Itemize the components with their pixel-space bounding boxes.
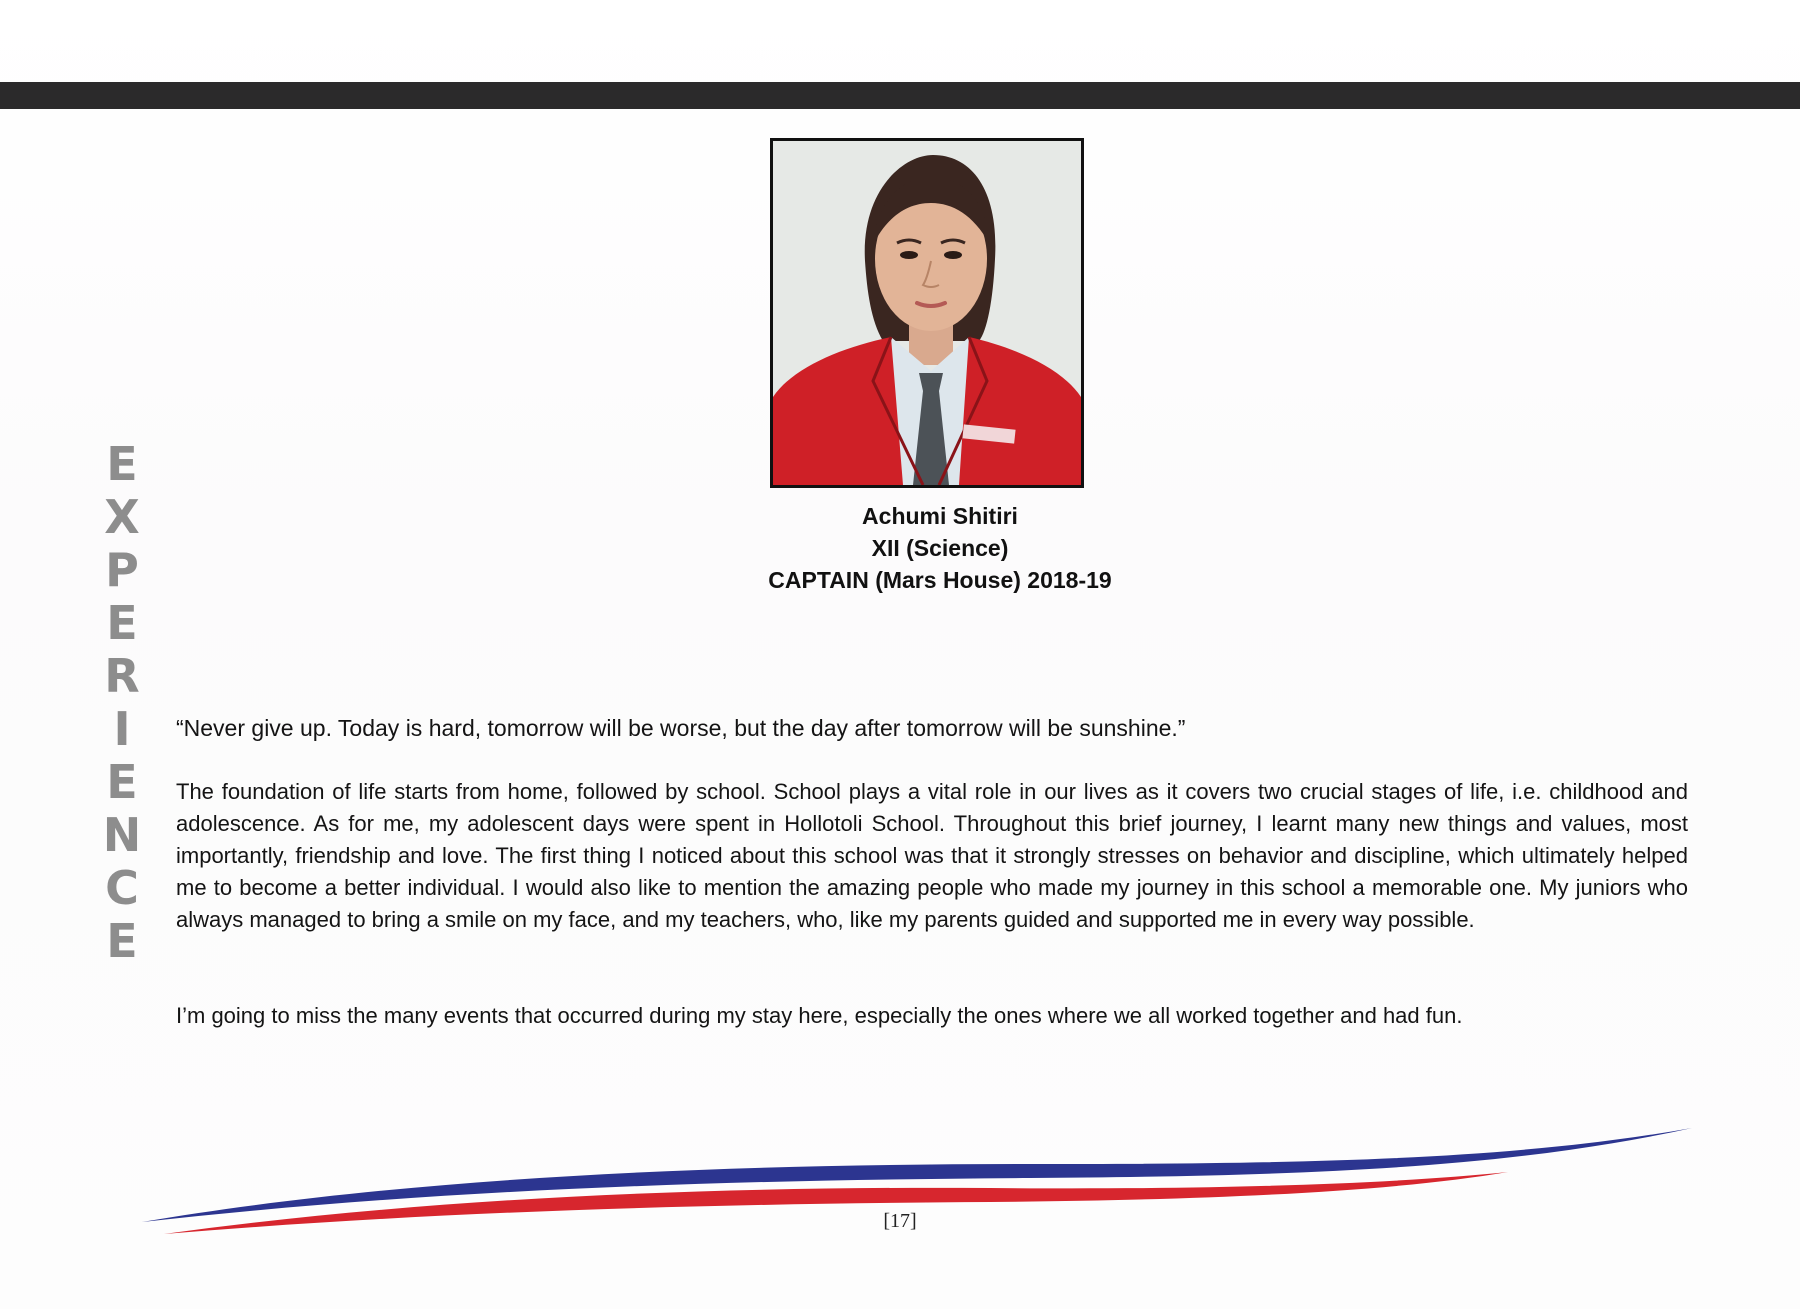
- side-title-letter: N: [102, 808, 142, 862]
- student-class: XII (Science): [871, 535, 1009, 561]
- top-header-bar: [0, 82, 1800, 109]
- side-title-experience: [100, 438, 144, 968]
- portrait-illustration: [773, 141, 1081, 485]
- side-title-letter: I: [113, 702, 131, 756]
- side-title-letter: E: [106, 755, 138, 809]
- body-paragraph-2: I’m going to miss the many events that occurred during my stay here, especially the ones where we all worked together and had fun.: [176, 1003, 1463, 1028]
- side-title-letter: C: [105, 861, 139, 915]
- opening-quote: “Never give up. Today is hard, tomorrow will be worse, but the day after tomorrow will be sunshine.”: [176, 715, 1186, 741]
- swoosh-blue-stroke: [142, 1128, 1692, 1222]
- side-title-letter: E: [106, 437, 138, 491]
- side-title-letter: E: [106, 914, 138, 968]
- page-number: [17]: [883, 1210, 917, 1232]
- swoosh-red-stroke: [164, 1172, 1508, 1234]
- body-paragraph-1: The foundation of life starts from home, followed by school. School plays a vital role in our lives as it covers two crucial stages of life, i.e. childhood and adolescence. As for me, my adolescent days were spent in Hollotoli School. Throughout this brief journey, I learnt many new things and values, most importantly, friendship and love. The first thing I noticed about this school was that it strongly stresses on behavior and discipline, which ultimately helped me to become a better individual. I would also like to mention the amazing people who made my journey in this school a memorable one. My juniors who always managed to bring a smile on my face, and my teachers, who, like my parents guided and supported me in every way possible.: [176, 779, 1688, 932]
- side-title-letter: E: [106, 596, 138, 650]
- profile-caption: [640, 500, 1240, 596]
- student-name: Achumi Shitiri: [862, 503, 1018, 529]
- side-title-letter: X: [104, 490, 140, 544]
- side-title-letter: R: [104, 649, 140, 703]
- side-title-letter: P: [105, 543, 139, 597]
- student-position: CAPTAIN (Mars House) 2018-19: [768, 567, 1112, 593]
- portrait-photo: [770, 138, 1084, 488]
